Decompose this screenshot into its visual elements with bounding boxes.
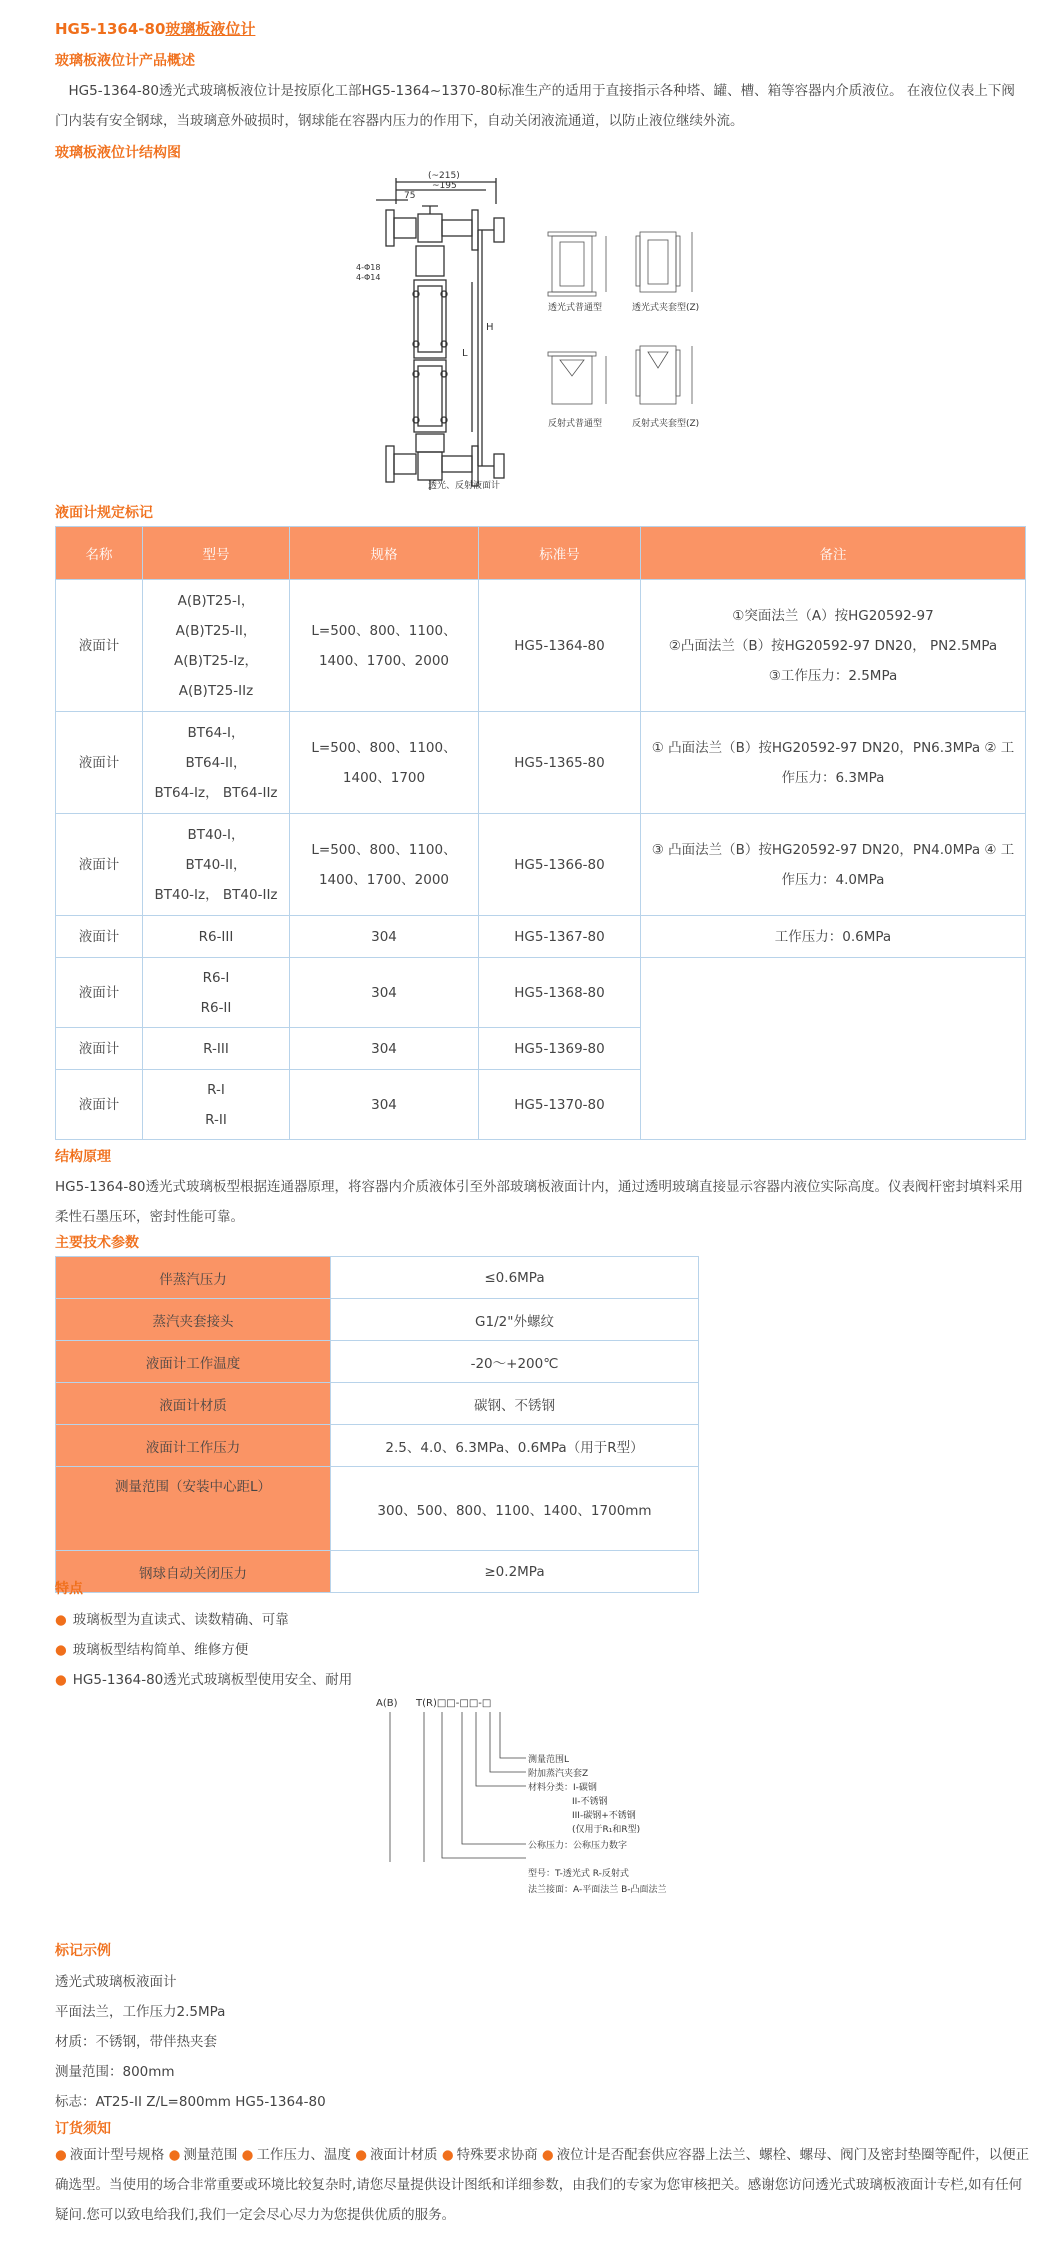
code-label-3: 材料分类：I-碳钢 xyxy=(528,1783,597,1793)
features-heading: 特点 xyxy=(55,1581,83,1597)
cell-name: 液面计 xyxy=(56,814,143,916)
cell-std: HG5-1364-80 xyxy=(479,580,641,712)
tech-value: G1/2"外螺纹 xyxy=(331,1299,699,1341)
cell-note: 工作压力：0.6MPa xyxy=(641,916,1026,958)
table-row xyxy=(56,1467,699,1551)
caption-d: 反射式夹套型(Z) xyxy=(632,419,700,429)
code-diagram xyxy=(376,1692,716,1862)
tech-value: -20～+200℃ xyxy=(331,1341,699,1383)
spec-header-model: 型号 xyxy=(143,527,290,580)
example-line: 透光式玻璃板液面计 xyxy=(55,1974,177,1990)
cell-spec: 304 xyxy=(290,958,479,1028)
bullet-icon: ● xyxy=(441,2147,454,2163)
cell-note: ①突面法兰（A）按HG20592-97 ②凸面法兰（B）按HG20592-97 DN20， PN2.5MPa ③工作压力：2.5MPa xyxy=(641,580,1026,712)
hole-label-2: 4-Φ14 xyxy=(356,273,381,282)
cell-note-empty xyxy=(641,958,1026,1140)
principle-text: HG5-1364-80透光式玻璃板型根据连通器原理，将容器内介质液体引至外部玻璃板液面计内，通过透明玻璃直接显示容器内液位实际高度。仪表阀杆密封填料采用柔性石墨压环，密封性能可靠。 xyxy=(55,1179,1023,1225)
tech-value: 2.5、4.0、6.3MPa、0.6MPa（用于R型） xyxy=(331,1425,699,1467)
code-label-5: III-碳钢+不锈钢 xyxy=(572,1811,636,1821)
cell-name: 液面计 xyxy=(56,712,143,814)
cell-note: ③ 凸面法兰（B）按HG20592-97 DN20，PN4.0MPa ④ 工 作压力：4.0MPa xyxy=(641,814,1026,916)
spec-header-spec: 规格 xyxy=(290,527,479,580)
structure-heading: 玻璃板液位计结构图 xyxy=(55,145,181,161)
spec-heading: 液面计规定标记 xyxy=(55,505,153,521)
table-row xyxy=(56,1341,699,1383)
tech-key: 伴蒸汽压力 xyxy=(56,1257,331,1299)
table-row xyxy=(56,1551,699,1593)
bullet-icon: ● xyxy=(168,2147,181,2163)
cell-spec: L=500、800、1100、 1400、1700 xyxy=(290,712,479,814)
cell-model: R6-III xyxy=(143,916,290,958)
table-row xyxy=(56,916,1026,958)
tech-value: ≤0.6MPa xyxy=(331,1257,699,1299)
caption-b: 透光式夹套型(Z) xyxy=(632,303,700,313)
cell-std: HG5-1365-80 xyxy=(479,712,641,814)
spec-header-note: 备注 xyxy=(641,527,1026,580)
dim-l: L xyxy=(462,348,468,359)
example-line: 标志：AT25-II Z/L=800mm HG5-1364-80 xyxy=(55,2094,326,2110)
cell-name: 液面计 xyxy=(56,580,143,712)
tech-key: 液面计材质 xyxy=(56,1383,331,1425)
bullet-icon: ● xyxy=(55,2147,67,2163)
bullet-icon: ● xyxy=(355,2147,368,2163)
dim-195: ~195 xyxy=(432,181,457,191)
code-label-2: 附加蒸汽夹套Z xyxy=(528,1769,589,1779)
notice-text: ● 液面计型号规格 ● 测量范围 ● 工作压力、温度 ● 液面计材质 ● 特殊要求协商 ● 液位计是否配套供应容器上法兰、螺栓、螺母、阀门及密封垫圈等配件，以便正确选型。当使用的场合非常重要或环境比较复杂时,请您尽量提供设计图纸和详细参数，由我们的专家为您审核把关。感谢您访问透光式玻璃板液面计专栏,如有任何疑问.您可以致电给我们,我们一定会尽心尽力为您提供优质的服务。 xyxy=(55,2147,1030,2223)
page-title xyxy=(55,18,255,39)
cell-spec: 304 xyxy=(290,1028,479,1070)
table-row xyxy=(56,580,1026,712)
example-line: 测量范围：800mm xyxy=(55,2064,175,2080)
cell-std: HG5-1366-80 xyxy=(479,814,641,916)
cell-std: HG5-1368-80 xyxy=(479,958,641,1028)
bullet-icon: ● xyxy=(55,1612,67,1628)
tech-key: 蒸汽夹套接头 xyxy=(56,1299,331,1341)
dim-215: (~215) xyxy=(428,171,460,181)
spec-header-std: 标准号 xyxy=(479,527,641,580)
table-row xyxy=(56,712,1026,814)
feature-item: ● HG5-1364-80透光式玻璃板型使用安全、耐用 xyxy=(55,1672,353,1688)
cell-model: BT40-I， BT40-II， BT40-Iz， BT40-IIz xyxy=(143,814,290,916)
structure-drawing xyxy=(356,170,716,498)
example-line: 平面法兰，工作压力2.5MPa xyxy=(55,2004,226,2020)
cell-model: A(B)T25-I， A(B)T25-II， A(B)T25-Iz， A(B)T25-IIz xyxy=(143,580,290,712)
cell-std: HG5-1369-80 xyxy=(479,1028,641,1070)
overview-text: HG5-1364-80透光式玻璃板液位计是按原化工部HG5-1364~1370-80标准生产的适用于直接指示各种塔、罐、槽、箱等容器内介质液位。 在液位仪表上下阀门内装有安全钢球，当玻璃意外破损时，钢球能在容器内压力的作用下，自动关闭液流通道，以防止液位继续外流。 xyxy=(55,83,1015,129)
bullet-icon: ● xyxy=(55,1672,67,1688)
tech-value: 300、500、800、1100、1400、1700mm xyxy=(331,1467,699,1551)
hole-label: 4-Φ18 xyxy=(356,263,381,272)
table-row xyxy=(56,958,1026,1028)
title-code: HG5-1364-80 xyxy=(55,20,166,38)
code-label-8: 型号：T-透光式 R-反射式 xyxy=(528,1869,629,1879)
example-heading: 标记示例 xyxy=(55,1943,111,1959)
caption-a: 透光式普通型 xyxy=(548,303,603,313)
table-row xyxy=(56,1299,699,1341)
tech-heading: 主要技术参数 xyxy=(55,1235,139,1251)
bullet-icon: ● xyxy=(541,2147,554,2163)
cell-note: ① 凸面法兰（B）按HG20592-97 DN20，PN6.3MPa ② 工 作压力：6.3MPa xyxy=(641,712,1026,814)
table-row xyxy=(56,814,1026,916)
tech-key: 测量范围（安装中心距L） xyxy=(56,1467,331,1551)
table-row xyxy=(56,1425,699,1467)
cell-model: R-I R-II xyxy=(143,1070,290,1140)
cell-spec: L=500、800、1100、 1400、1700、2000 xyxy=(290,580,479,712)
caption-c: 反射式普通型 xyxy=(548,419,603,429)
cell-name: 液面计 xyxy=(56,916,143,958)
dim-75: 75 xyxy=(404,191,416,201)
principle-heading: 结构原理 xyxy=(55,1149,111,1165)
feature-item: ● 玻璃板型为直读式、读数精确、可靠 xyxy=(55,1612,289,1628)
spec-header-name: 名称 xyxy=(56,527,143,580)
code-label-7: 公称压力：公称压力数字 xyxy=(528,1841,628,1851)
table-row xyxy=(56,1257,699,1299)
cell-model: R6-I R6-II xyxy=(143,958,290,1028)
example-line: 材质：不锈钢，带伴热夹套 xyxy=(55,2034,217,2050)
cell-std: HG5-1367-80 xyxy=(479,916,641,958)
tech-key: 液面计工作温度 xyxy=(56,1341,331,1383)
spec-table xyxy=(55,526,1026,1140)
overview-heading: 玻璃板液位计产品概述 xyxy=(55,53,195,69)
code-label-1: 测量范围L xyxy=(528,1755,570,1765)
caption-main: 透光、反射液面计 xyxy=(428,481,501,491)
notice-heading: 订货须知 xyxy=(55,2121,111,2137)
code-pattern: T(R)□□-□□-□ xyxy=(416,1698,492,1709)
cell-name: 液面计 xyxy=(56,1070,143,1140)
tech-key: 钢球自动关闭压力 xyxy=(56,1551,331,1593)
feature-item: ● 玻璃板型结构简单、维修方便 xyxy=(55,1642,249,1658)
tech-value: ≥0.2MPa xyxy=(331,1551,699,1593)
dim-h: H xyxy=(486,322,494,333)
tech-key: 液面计工作压力 xyxy=(56,1425,331,1467)
cell-name: 液面计 xyxy=(56,1028,143,1070)
bullet-icon: ● xyxy=(241,2147,254,2163)
code-label-6: (仅用于R₁和R型) xyxy=(572,1825,641,1835)
code-label-9: 法兰接面：A-平面法兰 B-凸面法兰 xyxy=(528,1885,667,1895)
cell-name: 液面计 xyxy=(56,958,143,1028)
table-row xyxy=(56,1383,699,1425)
code-label-4: II-不锈钢 xyxy=(572,1797,608,1807)
cell-std: HG5-1370-80 xyxy=(479,1070,641,1140)
tech-value: 碳钢、不锈钢 xyxy=(331,1383,699,1425)
cell-spec: 304 xyxy=(290,1070,479,1140)
cell-model: BT64-I， BT64-II， BT64-Iz， BT64-IIz xyxy=(143,712,290,814)
bullet-icon: ● xyxy=(55,1642,67,1658)
code-prefix: A(B) xyxy=(376,1698,398,1709)
cell-spec: 304 xyxy=(290,916,479,958)
cell-spec: L=500、800、1100、 1400、1700、2000 xyxy=(290,814,479,916)
tech-table xyxy=(55,1256,699,1593)
title-link[interactable]: 玻璃板液位计 xyxy=(165,20,256,38)
code-diagram-lower xyxy=(376,1862,716,1910)
cell-model: R-III xyxy=(143,1028,290,1070)
